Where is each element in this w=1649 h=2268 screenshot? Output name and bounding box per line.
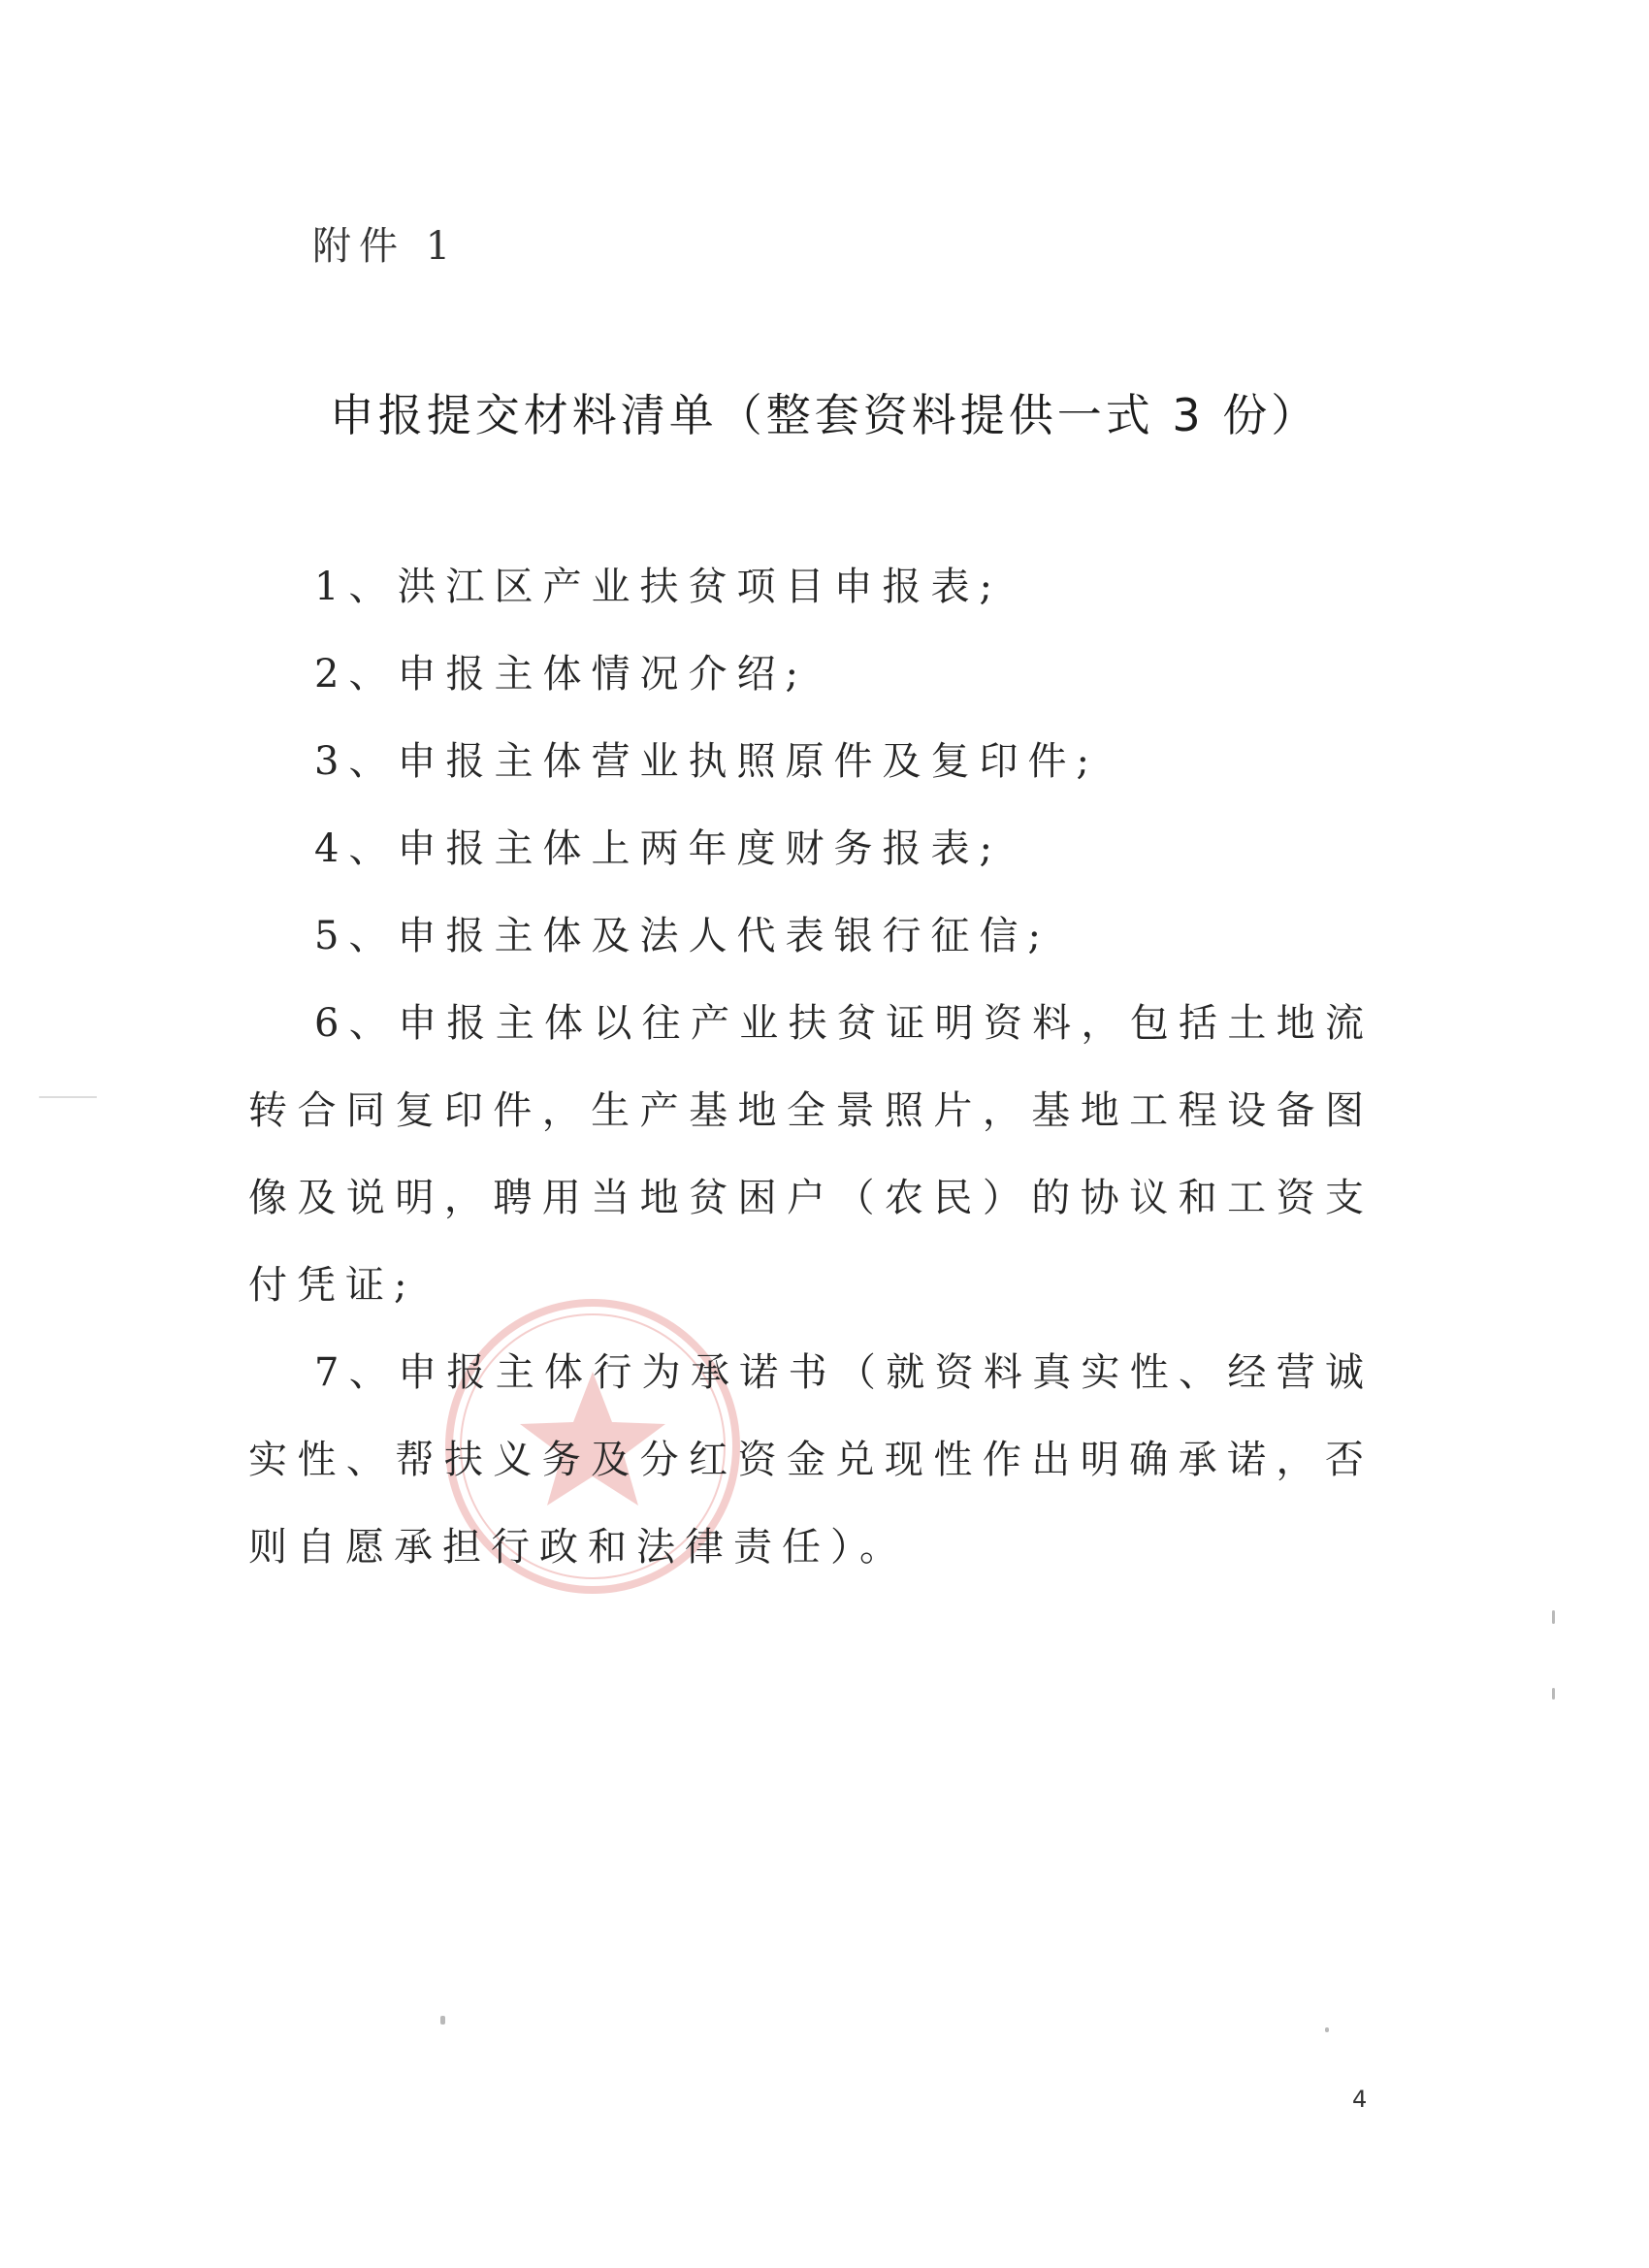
list-item: 6、申报主体以往产业扶贫证明资料，包括土地流转合同复印件，生产基地全景照片，基地工程设备图像及说明，聘用当地贫困户（农民）的协议和工资支付凭证; xyxy=(248,1001,1374,1308)
materials-list xyxy=(248,543,1374,1591)
scan-speck xyxy=(39,1096,97,1098)
attachment-label: 附件 1 xyxy=(312,224,459,269)
list-item: 4、申报主体上两年度财务报表; xyxy=(314,826,1002,871)
list-item: 3、申报主体营业执照原件及复印件; xyxy=(314,739,1099,784)
scan-speck xyxy=(1552,1610,1555,1624)
scan-speck xyxy=(1325,2027,1329,2032)
scan-speck xyxy=(440,2016,445,2025)
page-number: 4 xyxy=(1352,2086,1368,2113)
list-item: 5、申报主体及法人代表银行征信; xyxy=(314,914,1051,958)
scan-speck xyxy=(1552,1688,1555,1700)
list-item: 2、申报主体情况介绍; xyxy=(314,652,808,697)
list-item: 7、申报主体行为承诺书（就资料真实性、经营诚实性、帮扶义务及分红资金兑现性作出明确承诺，否则自愿承担行政和法律责任）。 xyxy=(248,1350,1374,1570)
list-item: 1、洪江区产业扶贫项目申报表; xyxy=(314,565,1002,609)
document-title: 申报提交材料清单（整套资料提供一式 3 份） xyxy=(329,389,1320,441)
